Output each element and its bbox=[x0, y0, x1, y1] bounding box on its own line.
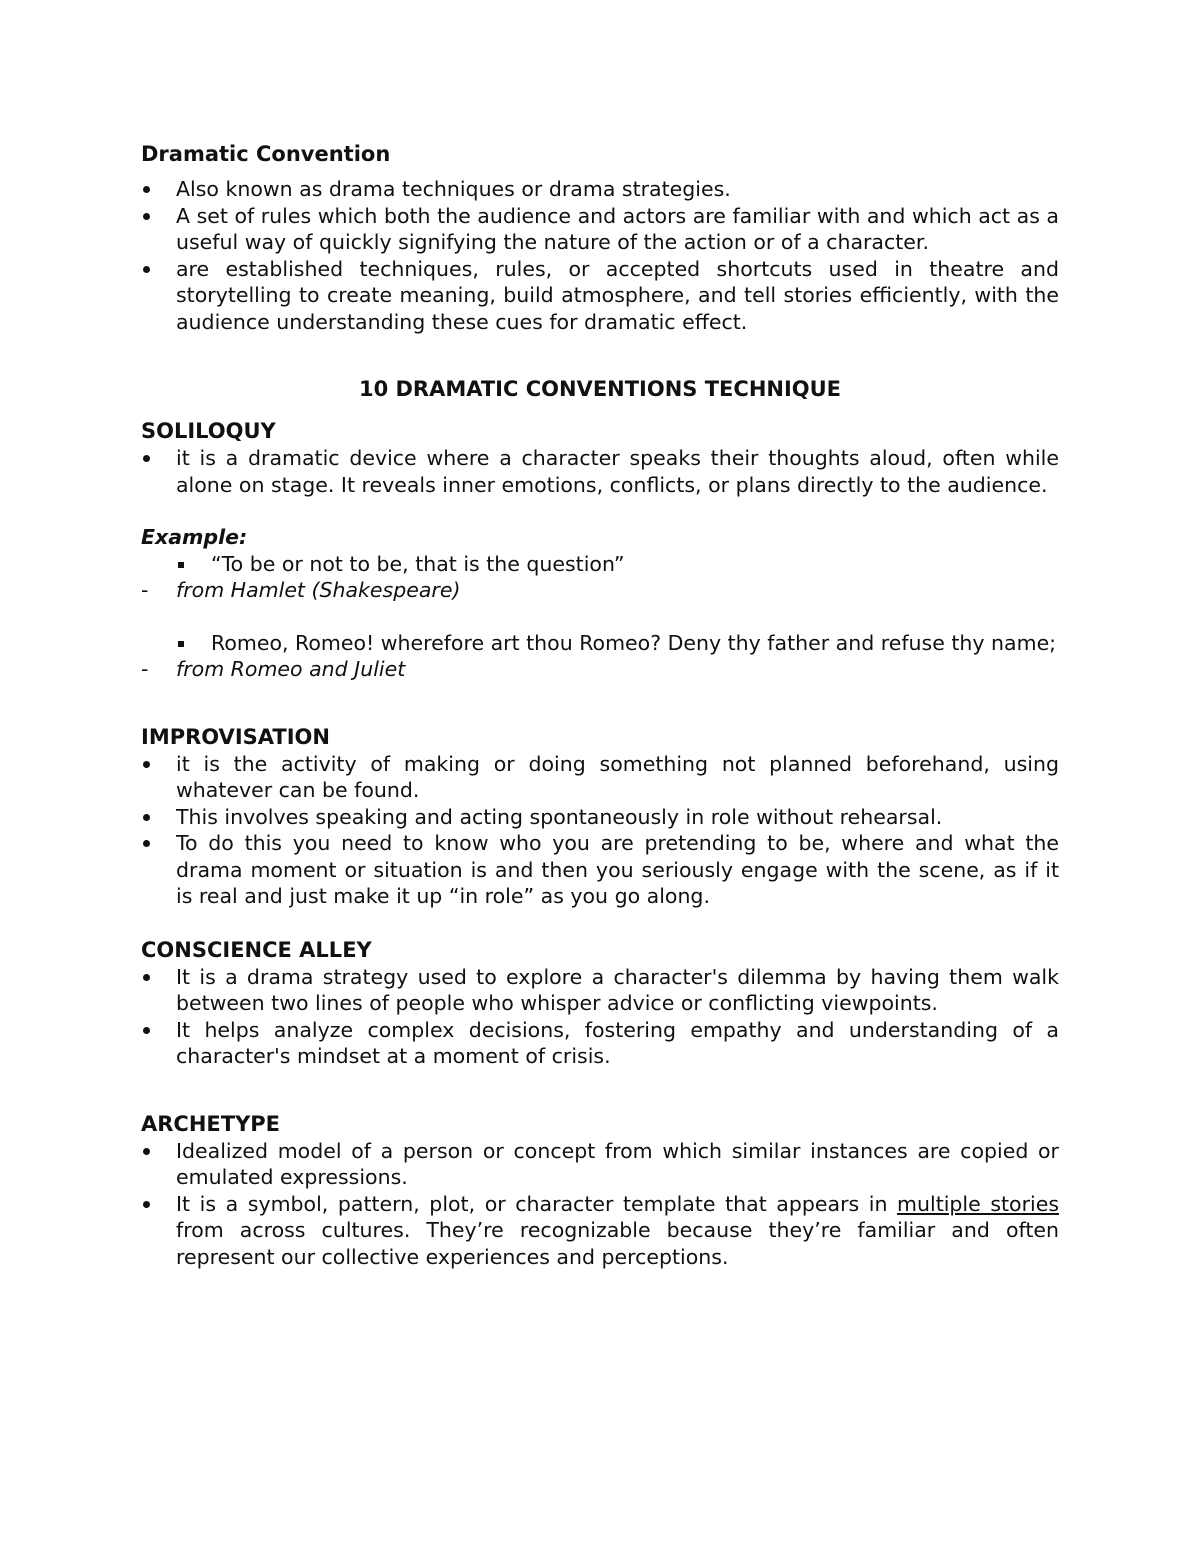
list-item: This involves speaking and acting spontaneously in role without rehearsal. bbox=[141, 804, 1059, 831]
bullet-square-icon bbox=[178, 562, 184, 568]
list-item: It helps analyze complex decisions, fostering empathy and understanding of a character's mindset at a moment of crisis. bbox=[141, 1017, 1059, 1070]
bullet-dot-icon bbox=[143, 186, 150, 193]
example-source-hamlet: - from Hamlet (Shakespeare) bbox=[141, 578, 461, 602]
bullet-dot-icon bbox=[143, 266, 150, 273]
bullet-dot-icon bbox=[143, 213, 150, 220]
list-item: Also known as drama techniques or drama strategies. bbox=[141, 176, 1059, 203]
example-source-romeo: - from Romeo and Juliet bbox=[141, 657, 406, 681]
multiple-stories-link[interactable]: multiple stories bbox=[897, 1191, 1059, 1216]
bullet-dot-icon bbox=[143, 455, 150, 462]
main-title: 10 DRAMATIC CONVENTIONS TECHNIQUE bbox=[358, 377, 842, 401]
bullet-square-icon bbox=[178, 641, 184, 647]
section-heading-archetype: ARCHETYPE bbox=[141, 1111, 281, 1136]
bullet-dot-icon bbox=[143, 761, 150, 768]
bullet-dot-icon bbox=[143, 814, 150, 821]
bullet-dot-icon bbox=[143, 1148, 150, 1155]
example-quote-romeo: Romeo, Romeo! wherefore art thou Romeo? Deny thy father and refuse thy name; bbox=[141, 630, 1059, 657]
list-item: it is the activity of making or doing something not planned beforehand, using whatever can be found. bbox=[141, 751, 1059, 804]
list-item: To do this you need to know who you are pretending to be, where and what the drama moment or situation is and then you seriously engage with the scene, as if it is real and just make it up “in role” as you go along. bbox=[141, 830, 1059, 910]
section-heading-improvisation: IMPROVISATION bbox=[141, 724, 330, 749]
example-label: Example: bbox=[141, 525, 248, 549]
list-item: are established techniques, rules, or accepted shortcuts used in theatre and storytelling to create meaning, build atmosphere, and tell stories efficiently, with the audience understanding these cues for dramatic effect. bbox=[141, 256, 1059, 336]
archetype-bullet-list bbox=[141, 1138, 1059, 1271]
improvisation-bullet-list bbox=[141, 751, 1059, 910]
bullet-dot-icon bbox=[143, 974, 150, 981]
section-heading-soliloquy: SOLILOQUY bbox=[141, 419, 276, 443]
bullet-dot-icon bbox=[143, 1201, 150, 1208]
section-heading-conscience-alley: CONSCIENCE ALLEY bbox=[141, 937, 372, 962]
list-item: It is a drama strategy used to explore a character's dilemma by having them walk between two lines of people who whisper advice or conflicting viewpoints. bbox=[141, 964, 1059, 1017]
soliloquy-bullet-list bbox=[141, 445, 1059, 498]
list-item: it is a dramatic device where a character speaks their thoughts aloud, often while alone on stage. It reveals inner emotions, conflicts, or plans directly to the audience. bbox=[141, 445, 1059, 498]
bullet-dot-icon bbox=[143, 840, 150, 847]
conscience-alley-bullet-list bbox=[141, 964, 1059, 1070]
document-content bbox=[141, 140, 1059, 1270]
bullet-dot-icon bbox=[143, 1027, 150, 1034]
document-title: Dramatic Convention bbox=[141, 142, 391, 166]
list-item: It is a symbol, pattern, plot, or character template that appears in multiple stories from across cultures. They’re recognizable because they’re familiar and often represent our collective experiences and perceptions. bbox=[141, 1191, 1059, 1271]
example-quote-hamlet: “To be or not to be, that is the question” bbox=[141, 551, 1059, 578]
list-item: A set of rules which both the audience and actors are familiar with and which act as a useful way of quickly signifying the nature of the action or of a character. bbox=[141, 203, 1059, 256]
list-item: Idealized model of a person or concept from which similar instances are copied or emulated expressions. bbox=[141, 1138, 1059, 1191]
intro-bullet-list bbox=[141, 176, 1059, 335]
